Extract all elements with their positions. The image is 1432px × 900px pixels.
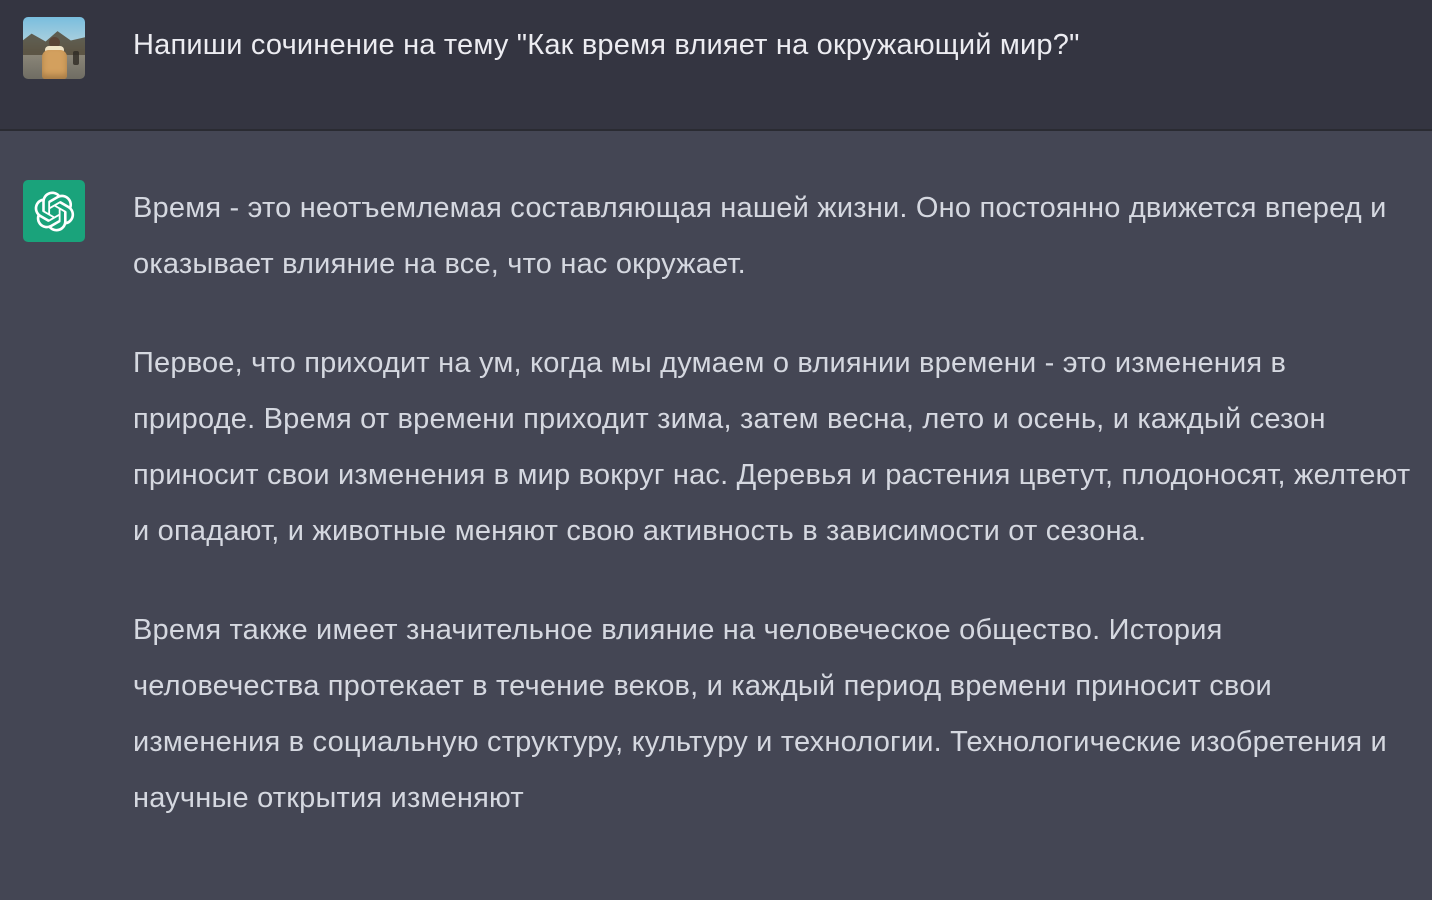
chatgpt-avatar (23, 180, 85, 242)
avatar-photo-background-figure (73, 51, 79, 65)
assistant-paragraph-1: Время - это неотъемлемая составляющая нашей жизни. Оно постоянно движется вперед и оказывает влияние на все, что нас окружает. (133, 192, 1387, 280)
user-message-text: Напиши сочинение на тему "Как время влияет на окружающий мир?" (133, 29, 1080, 61)
user-avatar (23, 17, 85, 79)
assistant-paragraph-2: Первое, что приходит на ум, когда мы думаем о влиянии времени - это изменения в природе. Время от времени приходит зима, затем весна, лето и осень, и каждый сезон приносит свои изменения в мир вокруг нас. Деревья и растения цветут, плодоносят, желтеют и опадают, и животные меняют свою активность в зависимости от сезона. (133, 347, 1411, 547)
assistant-message-row (0, 131, 1432, 898)
assistant-paragraph-3: Время также имеет значительное влияние на человеческое общество. История человечества протекает в течение веков, и каждый период времени приносит свои изменения в социальную структуру, культуру и технологии. Технологические изобретения и научные открытия изменяют (133, 614, 1387, 814)
user-message-row (0, 0, 1432, 131)
assistant-message-text (133, 180, 1414, 826)
avatar-photo-person-coat (42, 50, 67, 79)
openai-logo-icon (34, 191, 75, 232)
